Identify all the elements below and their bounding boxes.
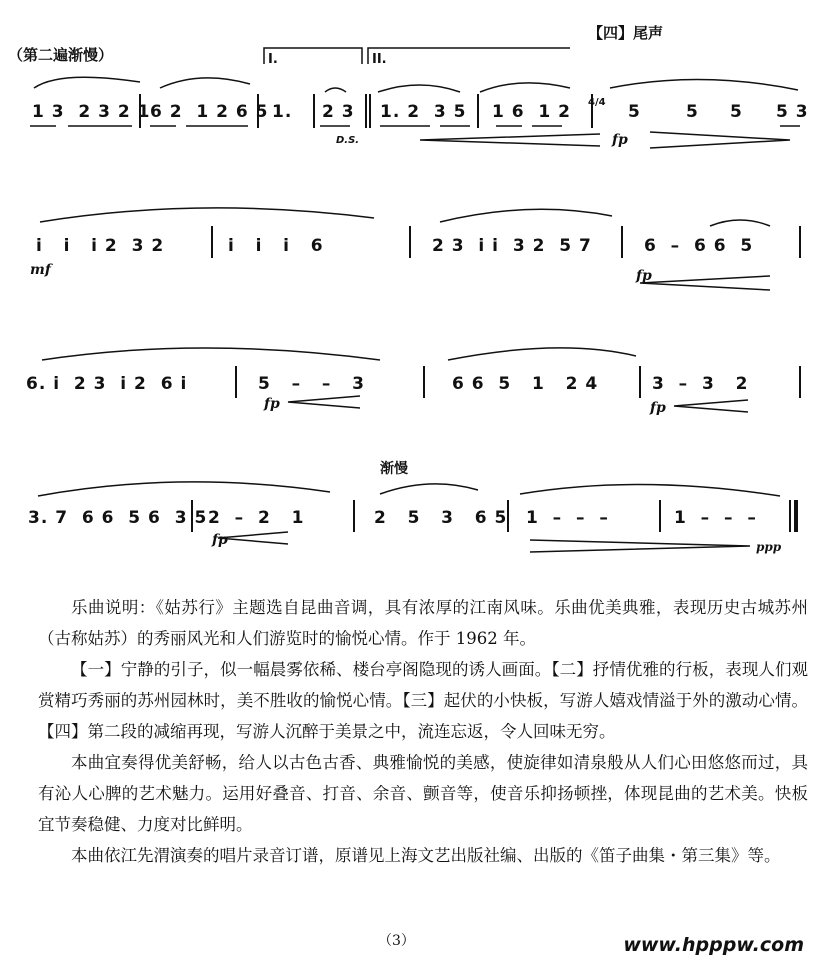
row1-measure2: 6 2 1 2 6 5 — [150, 102, 269, 122]
row1-note-d: 5 3 — [776, 102, 809, 122]
row3-measure3: 6 6 5 1 2 4 — [452, 374, 599, 394]
website-watermark: www.hpppw.com — [623, 934, 804, 956]
explanation-p3: 本曲宜奏得优美舒畅，给人以古色古香、典雅愉悦的美感，使旋律如清泉般从人们心田悠悠而过，具有沁人心脾的艺术魅力。运用好叠音、打音、余音、颤音等，使音乐抑扬顿挫，体现昆曲的艺术美。快板宜节奏稳健、力度对比鲜明。 — [38, 753, 808, 834]
tempo-note: （第二遍渐慢） — [8, 46, 114, 64]
row4-measure4: 1 – – – — [526, 508, 609, 528]
row4-measure5: 1 – – – — [674, 508, 757, 528]
row2-measure3: 2 3 i i 3 2 5 7 — [432, 236, 592, 256]
row2-measure4: 6 – 6 6 5 — [644, 236, 754, 256]
dynamic-mf: mf — [30, 262, 51, 278]
volta-1: I. — [268, 52, 278, 67]
explanation — [38, 592, 808, 871]
row3-measure1: 6. i 2 3 i 2 6 i — [26, 374, 188, 394]
row1-note-b: 5 — [686, 102, 699, 122]
row3-measure4: 3 – 3 2 — [652, 374, 749, 394]
row4-measure2: 2 – 2 1 — [208, 508, 305, 528]
dynamic-fp-1: fp — [612, 132, 628, 148]
dynamic-ppp: ppp — [756, 540, 782, 554]
explanation-p1: 乐曲说明：《姑苏行》主题选自昆曲音调，具有浓厚的江南风味。乐曲优美典雅，表现历史古城苏州（古称姑苏）的秀丽风光和人们游览时的愉悦心情。作于 1962 年。 — [38, 598, 808, 648]
dynamic-fp-2: fp — [636, 268, 652, 284]
ds-mark: D.S. — [336, 135, 360, 146]
row4-measure1: 3. 7 6 6 5 6 3 5 — [28, 508, 208, 528]
dynamic-fp-3: fp — [264, 396, 280, 412]
row2-measure1: i i i 2 3 2 — [36, 236, 165, 256]
row1-measure3b: 2 3 — [322, 102, 355, 122]
volta-2: II. — [372, 52, 387, 67]
row1-note-a: 5 — [628, 102, 641, 122]
slow-marking: 渐慢 — [380, 461, 408, 477]
row1-measure3: 1. — [272, 102, 293, 122]
row2-measure2: i i i 6 — [228, 236, 324, 256]
row3-measure2: 5 – – 3 — [258, 374, 365, 394]
section-title: 【四】尾声 — [588, 24, 664, 42]
row1-note-c: 5 — [730, 102, 743, 122]
row4-measure3: 2 5 3 6 5 — [374, 508, 508, 528]
row1-measure4: 1. 2 3 5 — [380, 102, 467, 122]
page-number: （3） — [378, 933, 415, 949]
explanation-p2: 【一】宁静的引子，似一幅晨雾依稀、楼台亭阁隐现的诱人画面。【二】抒情优雅的行板，表现人们观赏精巧秀丽的苏州园林时，美不胜收的愉悦心情。【三】起伏的小快板，写游人嬉戏情溢于外的激动心情。【四】第二段的减缩再现，写游人沉醉于美景之中，流连忘返，令人回味无穷。 — [38, 660, 808, 741]
row1-measure1: 1 3 2 3 2 1 — [32, 102, 151, 122]
time-signature: 4/4 — [588, 97, 606, 108]
explanation-p4: 本曲依江先渭演奏的唱片录音订谱，原谱见上海文艺出版社编、出版的《笛子曲集・第三集》等。 — [71, 846, 781, 865]
dynamic-fp-4: fp — [650, 400, 666, 416]
row1-measure5: 1 6 1 2 — [492, 102, 571, 122]
dynamic-fp-5: fp — [212, 532, 228, 548]
